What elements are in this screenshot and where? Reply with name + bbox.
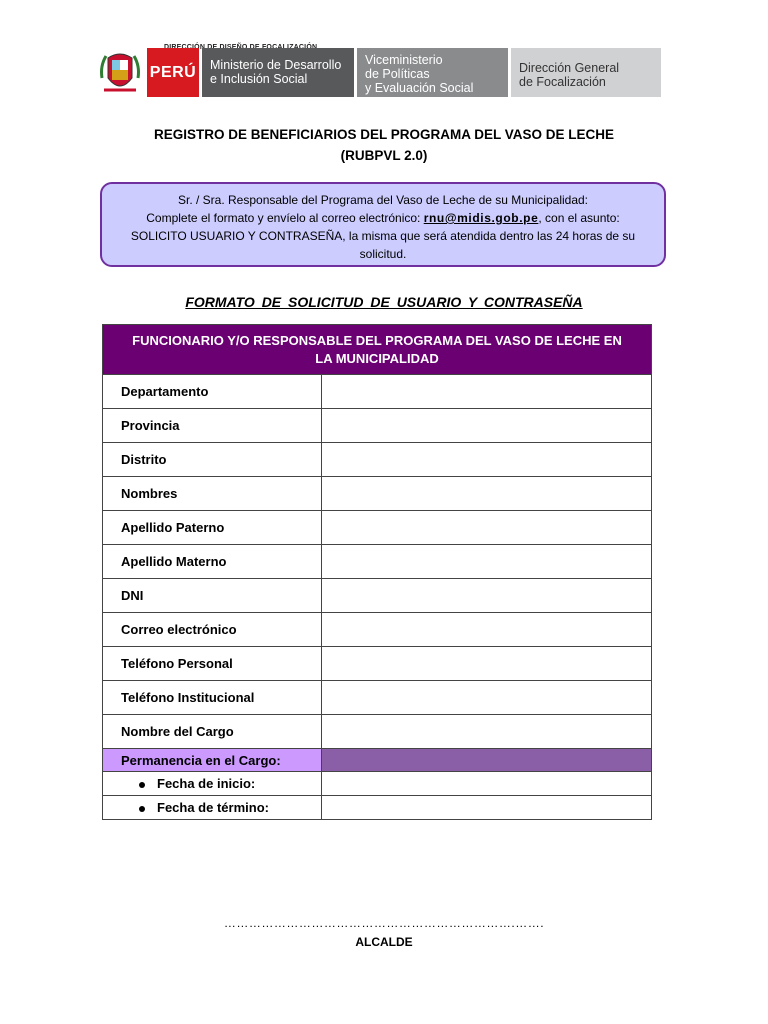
field-label: Teléfono Personal (103, 647, 322, 681)
field-label: Departamento (103, 375, 322, 409)
vice-line1: Viceministerio (365, 53, 443, 67)
viceministerio-block (357, 48, 508, 97)
email-link[interactable]: rnu@midis.gob.pe (423, 211, 539, 225)
permanencia-cell (322, 749, 652, 772)
table-row (103, 443, 652, 477)
table-row (103, 375, 652, 409)
vice-line2: de Políticas (365, 67, 430, 81)
document-title: REGISTRO DE BENEFICIARIOS DEL PROGRAMA DEL VASO DE LECHE (153, 127, 615, 142)
direccion-general-block (511, 48, 661, 97)
field-label: Apellido Materno (103, 545, 322, 579)
dni-input[interactable] (322, 579, 652, 613)
signature-line: …………………………………………………………….……. (223, 916, 545, 930)
document-subtitle: (RUBPVL 2.0) (340, 148, 428, 163)
form-title: FORMATO DE SOLICITUD DE USUARIO Y CONTRASEÑA (185, 294, 583, 310)
apellido-materno-input[interactable] (322, 545, 652, 579)
nombres-input[interactable] (322, 477, 652, 511)
notice-line2-post: , con el asunto: (538, 211, 620, 225)
table-row (103, 545, 652, 579)
field-label: Apellido Paterno (103, 511, 322, 545)
permanencia-label: Permanencia en el Cargo: (103, 749, 322, 772)
header-banner (98, 44, 663, 100)
bullet-icon (139, 806, 145, 812)
dgf-line1: Dirección General (519, 61, 620, 75)
table-row (103, 579, 652, 613)
field-label: Correo electrónico (103, 613, 322, 647)
bullet-icon (139, 782, 145, 788)
ministerio-block (202, 48, 354, 97)
field-label: Provincia (103, 409, 322, 443)
telefono-personal-input[interactable] (322, 647, 652, 681)
table-row (103, 681, 652, 715)
table-row (103, 613, 652, 647)
apellido-paterno-input[interactable] (322, 511, 652, 545)
table-row (103, 749, 652, 772)
provincia-input[interactable] (322, 409, 652, 443)
notice-line4: solicitud. (359, 247, 407, 261)
notice-line3: SOLICITO USUARIO Y CONTRASEÑA, la misma que será atendida dentro las 24 horas de su (130, 229, 636, 243)
dgf-line2: de Focalización (519, 75, 606, 89)
table-row (103, 715, 652, 749)
field-label: Distrito (103, 443, 322, 477)
table-row (103, 647, 652, 681)
departamento-input[interactable] (322, 375, 652, 409)
ministerio-line2: e Inclusión Social (210, 72, 308, 86)
request-form-table (102, 324, 652, 820)
field-label: Nombre del Cargo (103, 715, 322, 749)
notice-line2-pre: Complete el formato y envíelo al correo electrónico: (146, 211, 424, 225)
table-row (103, 796, 652, 820)
fecha-termino-input[interactable] (322, 796, 652, 820)
fecha-inicio-label (103, 772, 322, 796)
table-row (103, 772, 652, 796)
field-label: Teléfono Institucional (103, 681, 322, 715)
ministerio-line1: Ministerio de Desarrollo (210, 58, 342, 72)
distrito-input[interactable] (322, 443, 652, 477)
instructions-box (100, 182, 666, 267)
table-header: FUNCIONARIO Y/O RESPONSABLE DEL PROGRAMA DEL VASO DE LECHE EN LA MUNICIPALIDAD (103, 325, 652, 375)
table-row (103, 477, 652, 511)
fecha-inicio-text: Fecha de inicio: (157, 776, 256, 791)
telefono-institucional-input[interactable] (322, 681, 652, 715)
fecha-termino-text: Fecha de término: (157, 800, 269, 815)
signature-label: ALCALDE (355, 935, 413, 949)
notice-line2 (112, 209, 654, 227)
field-label: DNI (103, 579, 322, 613)
coat-of-arms-icon (98, 48, 142, 100)
fecha-termino-label (103, 796, 322, 820)
nombre-cargo-input[interactable] (322, 715, 652, 749)
field-label: Nombres (103, 477, 322, 511)
notice-line1: Sr. / Sra. Responsable del Programa del Vaso de Leche de su Municipalidad: (177, 193, 589, 207)
peru-logo: PERÚ (147, 48, 199, 97)
correo-input[interactable] (322, 613, 652, 647)
vice-line3: y Evaluación Social (365, 81, 474, 95)
table-row (103, 409, 652, 443)
fecha-inicio-input[interactable] (322, 772, 652, 796)
table-row (103, 511, 652, 545)
